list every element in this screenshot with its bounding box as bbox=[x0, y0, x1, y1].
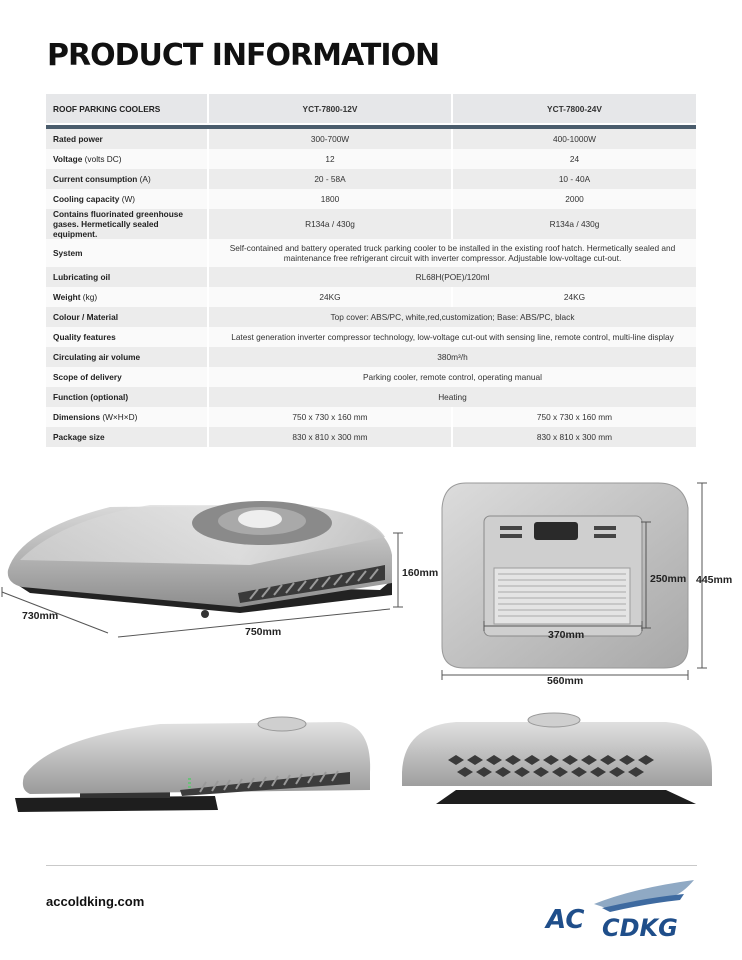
row-label: Voltage (volts DC) bbox=[46, 149, 208, 169]
row-label: Dimensions (W×H×D) bbox=[46, 407, 208, 427]
row-value-24v: 2000 bbox=[452, 189, 696, 209]
row-value-12v: 20 - 58A bbox=[208, 169, 452, 189]
table-row bbox=[46, 307, 696, 327]
row-value-12v: 24KG bbox=[208, 287, 452, 307]
row-value: 380m³/h bbox=[208, 347, 696, 367]
side-view-diagram bbox=[0, 475, 430, 650]
row-value: Heating bbox=[208, 387, 696, 407]
row-label: Contains fluorinated greenhouse gases. Hermetically sealed equipment. bbox=[46, 209, 208, 239]
dim-bottom-outer-height: 445mm bbox=[696, 574, 733, 586]
front-view bbox=[396, 712, 716, 824]
table-row bbox=[46, 347, 696, 367]
table-row bbox=[46, 327, 696, 347]
row-label: Current consumption (A) bbox=[46, 169, 208, 189]
brand-logo bbox=[544, 874, 704, 940]
table-row bbox=[46, 189, 696, 209]
row-label: Cooling capacity (W) bbox=[46, 189, 208, 209]
row-value: Latest generation inverter compressor technology, low-voltage cut-out with sensing line, remote control, multi-line display bbox=[208, 327, 696, 347]
header-model-12v: YCT-7800-12V bbox=[208, 94, 452, 123]
table-row bbox=[46, 407, 696, 427]
logo-text-left: AC bbox=[546, 905, 585, 935]
row-label: Scope of delivery bbox=[46, 367, 208, 387]
dim-side-depth: 730mm bbox=[22, 610, 59, 622]
page-title: PRODUCT INFORMATION bbox=[47, 38, 440, 73]
row-label: Quality features bbox=[46, 327, 208, 347]
row-value: Self-contained and battery operated truck parking cooler to be installed in the existing roof hatch. Hermetically sealed and maintenance free refrigerant circuit with inverter compressor. Adjustable low-voltage cut-out. bbox=[208, 239, 696, 267]
dim-bottom-inner-height: 250mm bbox=[650, 573, 687, 585]
footer-divider bbox=[46, 865, 697, 866]
row-label: Circulating air volume bbox=[46, 347, 208, 367]
row-label: Package size bbox=[46, 427, 208, 447]
dim-bottom-inner-width: 370mm bbox=[548, 629, 585, 641]
dim-bottom-outer-width: 560mm bbox=[547, 675, 584, 687]
header-model-24v: YCT-7800-24V bbox=[452, 94, 696, 123]
table-row bbox=[46, 427, 696, 447]
table-row bbox=[46, 267, 696, 287]
table-row bbox=[46, 287, 696, 307]
row-value-24v: R134a / 430g bbox=[452, 209, 696, 239]
table-row bbox=[46, 149, 696, 169]
table-header-row bbox=[46, 94, 696, 123]
control-box bbox=[534, 522, 578, 540]
website-link[interactable]: accoldking.com bbox=[46, 894, 145, 909]
table-row bbox=[46, 239, 696, 267]
table-row bbox=[46, 169, 696, 189]
row-value-12v: 1800 bbox=[208, 189, 452, 209]
row-label: System bbox=[46, 239, 208, 267]
bottom-view-diagram bbox=[436, 478, 742, 698]
row-label: Lubricating oil bbox=[46, 267, 208, 287]
spec-table bbox=[46, 94, 696, 447]
logo-text-right: CDKG bbox=[602, 914, 678, 940]
table-row bbox=[46, 367, 696, 387]
row-value-24v: 24KG bbox=[452, 287, 696, 307]
row-label: Weight (kg) bbox=[46, 287, 208, 307]
side-perspective-view bbox=[10, 712, 380, 824]
dim-side-length: 750mm bbox=[245, 626, 282, 638]
row-value-24v: 830 x 810 x 300 mm bbox=[452, 427, 696, 447]
row-value-24v: 24 bbox=[452, 149, 696, 169]
row-label: Function (optional) bbox=[46, 387, 208, 407]
row-value-24v: 400-1000W bbox=[452, 129, 696, 149]
row-label: Colour / Material bbox=[46, 307, 208, 327]
table-row bbox=[46, 209, 696, 239]
row-value-12v: 750 x 730 x 160 mm bbox=[208, 407, 452, 427]
row-value: Parking cooler, remote control, operating manual bbox=[208, 367, 696, 387]
dim-side-height: 160mm bbox=[402, 567, 439, 579]
fan-dome bbox=[238, 510, 282, 528]
row-value-24v: 750 x 730 x 160 mm bbox=[452, 407, 696, 427]
row-value-12v: 12 bbox=[208, 149, 452, 169]
header-product: ROOF PARKING COOLERS bbox=[46, 94, 208, 123]
row-value-12v: R134a / 430g bbox=[208, 209, 452, 239]
table-row bbox=[46, 387, 696, 407]
row-value-12v: 300-700W bbox=[208, 129, 452, 149]
base-plate-left bbox=[15, 796, 218, 812]
row-label: Rated power bbox=[46, 129, 208, 149]
row-value: Top cover: ABS/PC, white,red,customization; Base: ABS/PC, black bbox=[208, 307, 696, 327]
table-row bbox=[46, 129, 696, 149]
row-value-12v: 830 x 810 x 300 mm bbox=[208, 427, 452, 447]
row-value: RL68H(POE)/120ml bbox=[208, 267, 696, 287]
row-value-24v: 10 - 40A bbox=[452, 169, 696, 189]
